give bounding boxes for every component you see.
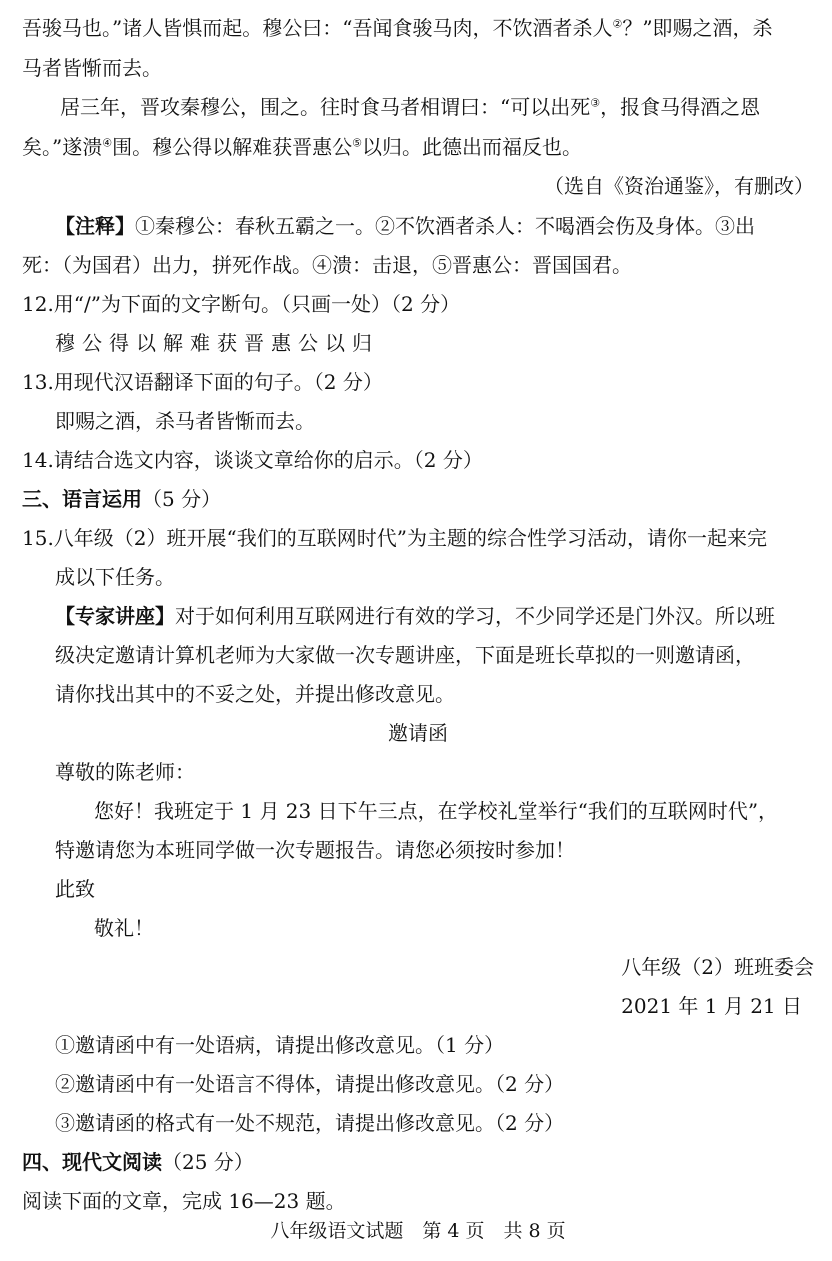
question-12-sentence: 穆公得以解难获晋惠公以归 xyxy=(55,331,379,355)
notes-label: 【注释】 xyxy=(55,214,135,238)
section-4-instruction: 阅读下面的文章，完成 16—23 题。 xyxy=(22,1189,346,1213)
story-line-4: 矣。”遂溃④围。穆公得以解难获晋惠公⑤以归。此德出而福反也。 xyxy=(22,135,582,159)
question-14: 14.请结合选文内容，谈谈文章给你的启示。（2 分） xyxy=(22,448,483,472)
task-line-2: 级决定邀请计算机老师为大家做一次专题讲座，下面是班长草拟的一则邀请函， xyxy=(55,643,755,667)
question-13: 13.用现代汉语翻译下面的句子。（2 分） xyxy=(22,370,383,394)
task-line-1: 【专家讲座】对于如何利用互联网进行有效的学习，不少同学还是门外汉。所以班 xyxy=(55,604,775,628)
letter-signature: 八年级（2）班班委会 xyxy=(621,955,814,979)
section-3-title: 三、语言运用 xyxy=(22,487,142,511)
story-line-1: 吾骏马也。”诸人皆惧而起。穆公曰：“吾闻食骏马肉，不饮酒者杀人②？”即赐之酒，杀 xyxy=(22,16,773,40)
question-12: 12.用“/”为下面的文字断句。（只画一处）（2 分） xyxy=(22,292,461,316)
footnote-marker: ② xyxy=(612,17,623,31)
footnote-marker: ④ xyxy=(102,136,113,150)
story-source: （选自《资治通鉴》，有删改） xyxy=(544,174,814,198)
letter-title: 邀请函 xyxy=(388,721,448,745)
letter-body-1: 您好！我班定于 1 月 23 日下午三点，在学校礼堂举行“我们的互联网时代”， xyxy=(94,799,779,823)
subquestion-1: ①邀请函中有一处语病，请提出修改意见。（1 分） xyxy=(55,1033,505,1057)
footnote-marker: ⑤ xyxy=(352,136,362,150)
letter-body-2: 特邀请您为本班同学做一次专题报告。请您必须按时参加！ xyxy=(55,838,575,862)
notes-line-1: 【注释】①秦穆公：春秋五霸之一。②不饮酒者杀人：不喝酒会伤及身体。③出 xyxy=(55,214,755,238)
subquestion-3: ③邀请函的格式有一处不规范，请提出修改意见。（2 分） xyxy=(55,1111,565,1135)
section-4-title: 四、现代文阅读 xyxy=(22,1150,162,1174)
letter-closing-1: 此致 xyxy=(55,877,95,901)
section-4-heading: 四、现代文阅读（25 分） xyxy=(22,1150,254,1174)
question-15-line-2: 成以下任务。 xyxy=(55,565,175,589)
subquestion-2: ②邀请函中有一处语言不得体，请提出修改意见。（2 分） xyxy=(55,1072,565,1096)
letter-date: 2021 年 1 月 21 日 xyxy=(621,994,802,1018)
story-line-3: 居三年，晋攻秦穆公，围之。往时食马者相谓曰：“可以出死③，报食马得酒之恩 xyxy=(60,95,761,119)
task-line-3: 请你找出其中的不妥之处，并提出修改意见。 xyxy=(55,682,455,706)
letter-salutation: 尊敬的陈老师： xyxy=(55,760,195,784)
question-13-sentence: 即赐之酒，杀马者皆惭而去。 xyxy=(55,409,315,433)
task-label: 【专家讲座】 xyxy=(55,604,175,628)
letter-closing-2: 敬礼！ xyxy=(94,916,154,940)
notes-line-2: 死：（为国君）出力，拼死作战。④溃：击退，⑤晋惠公：晋国国君。 xyxy=(22,253,632,277)
question-15-line-1: 15.八年级（2）班开展“我们的互联网时代”为主题的综合性学习活动，请你一起来完 xyxy=(22,526,767,550)
story-line-2: 马者皆惭而去。 xyxy=(22,56,162,80)
section-3-heading: 三、语言运用（5 分） xyxy=(22,487,222,511)
footnote-marker: ③ xyxy=(590,96,601,110)
page-footer: 八年级语文试题 第 4 页 共 8 页 xyxy=(270,1220,566,1242)
